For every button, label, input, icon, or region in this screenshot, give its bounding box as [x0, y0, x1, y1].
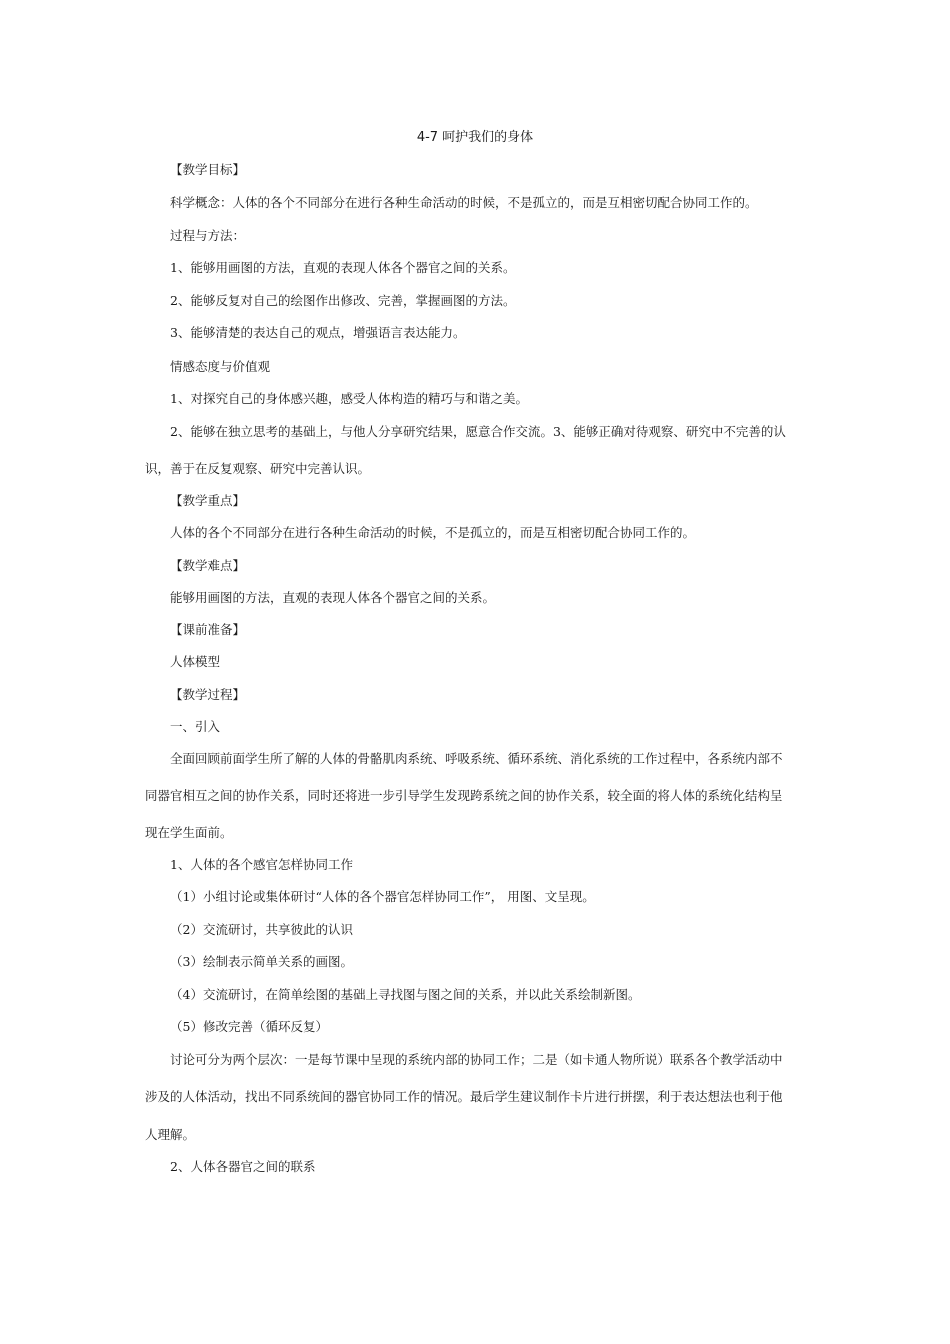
paragraph-science-concept: 科学概念：人体的各个不同部分在进行各种生命活动的时候，不是孤立的，而是互相密切配合协同工作的。 [170, 195, 758, 210]
heading-preparation: 【课前准备】 [170, 622, 246, 637]
list-item: （1）小组讨论或集体研讨“人体的各个器官怎样协同工作”， 用图、文呈现。 [170, 889, 595, 904]
list-item: （2）交流研讨，共享彼此的认识 [170, 922, 353, 937]
paragraph-intro: 全面回顾前面学生所了解的人体的骨骼肌肉系统、呼吸系统、循环系统、消化系统的工作过程中，各系统内部不 [170, 751, 783, 766]
subsection-heading: 1、人体的各个感官怎样协同工作 [170, 857, 353, 872]
list-item: 2、能够反复对自己的绘图作出修改、完善，掌握画图的方法。 [170, 293, 516, 308]
paragraph-difficult-points: 能够用画图的方法，直观的表现人体各个器官之间的关系。 [170, 590, 496, 605]
paragraph-discussion-continuation: 人理解。 [145, 1127, 196, 1142]
paragraph-discussion-continuation: 涉及的人体活动，找出不同系统间的器官协同工作的情况。最后学生建议制作卡片进行拼摆，利于表达想法也利于他 [145, 1089, 783, 1104]
paragraph-attitude-values: 情感态度与价值观 [170, 359, 271, 374]
list-item: 2、能够在独立思考的基础上，与他人分享研究结果，愿意合作交流。3、能够正确对待观察、研究中不完善的认 [170, 424, 786, 439]
paragraph-discussion: 讨论可分为两个层次：一是每节课中呈现的系统内部的协同工作；二是（如卡通人物所说）联系各个教学活动中 [170, 1052, 783, 1067]
paragraph-intro-continuation: 现在学生面前。 [145, 825, 233, 840]
list-item: 3、能够清楚的表达自己的观点，增强语言表达能力。 [170, 325, 466, 340]
heading-key-points: 【教学重点】 [170, 493, 246, 508]
paragraph-process-method: 过程与方法： [170, 228, 246, 243]
heading-teaching-process: 【教学过程】 [170, 687, 246, 702]
section-intro-heading: 一、引入 [170, 719, 221, 734]
heading-teaching-goals: 【教学目标】 [170, 162, 246, 177]
paragraph-preparation: 人体模型 [170, 654, 221, 669]
heading-difficult-points: 【教学难点】 [170, 558, 246, 573]
list-item: （4）交流研讨，在简单绘图的基础上寻找图与图之间的关系，并以此关系绘制新图。 [170, 987, 641, 1002]
list-item: 1、对探究自己的身体感兴趣，感受人体构造的精巧与和谐之美。 [170, 391, 528, 406]
document-title: 4-7 呵护我们的身体 [416, 130, 534, 145]
list-item: 1、能够用画图的方法，直观的表现人体各个器官之间的关系。 [170, 260, 516, 275]
paragraph-key-points: 人体的各个不同部分在进行各种生命活动的时候，不是孤立的，而是互相密切配合协同工作的。 [170, 525, 696, 540]
paragraph-intro-continuation: 同器官相互之间的协作关系，同时还将进一步引导学生发现跨系统之间的协作关系，较全面的将人体的系统化结构呈 [145, 788, 783, 803]
list-item-continuation: 识，善于在反复观察、研究中完善认识。 [145, 461, 371, 476]
list-item: （5）修改完善（循环反复） [170, 1019, 328, 1034]
subsection-heading: 2、人体各器官之间的联系 [170, 1159, 316, 1174]
list-item: （3）绘制表示简单关系的画图。 [170, 954, 353, 969]
